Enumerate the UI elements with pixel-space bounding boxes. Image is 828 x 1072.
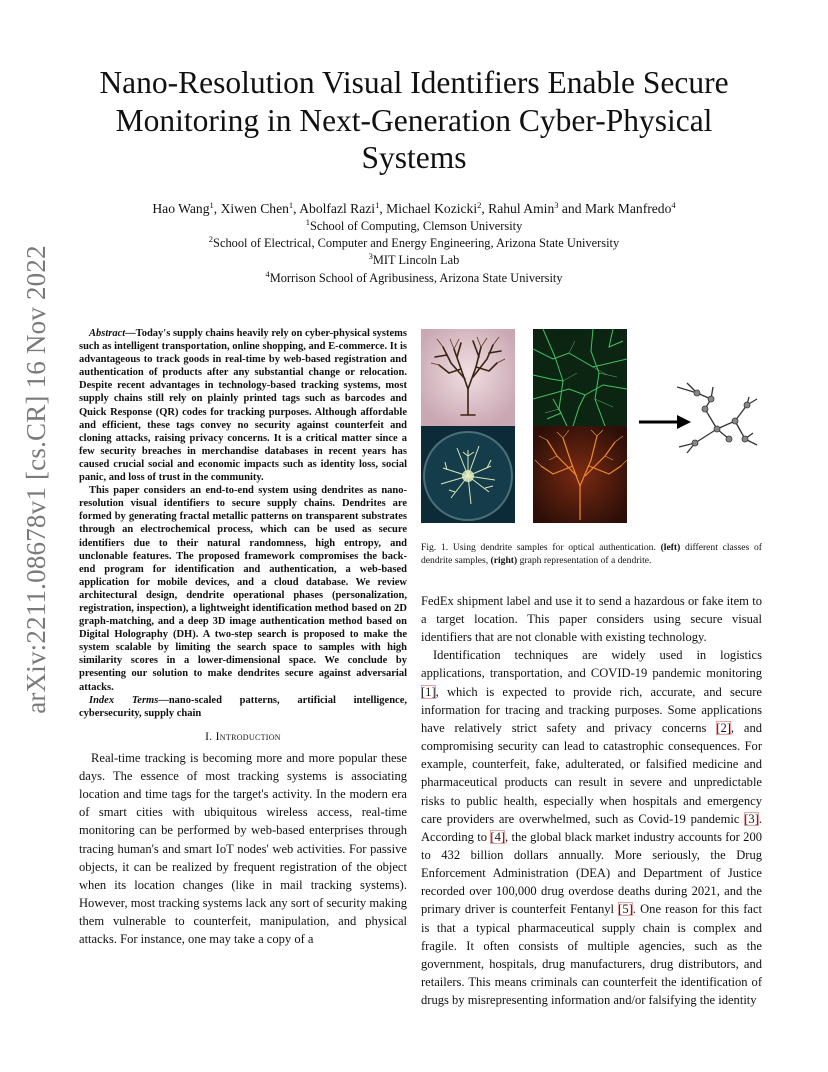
author-affiliation-mark: 3 (554, 200, 559, 210)
right-column (421, 329, 762, 1009)
citation-link[interactable]: [1] (421, 684, 436, 699)
figure-1-caption: Fig. 1. Using dendrite samples for optical authentication. (left) different classes of dendrite samples, (right) graph representation of a dendrite. (421, 542, 762, 567)
dendrite-image-red (533, 426, 627, 523)
body-paragraph: FedEx shipment label and use it to send a hazardous or fake item to a target location. This paper considers using secure visual identifiers that are not clonable with existing technology. (421, 593, 762, 645)
author-affiliation-mark: 4 (671, 200, 676, 210)
affiliation-line: $^3$MIT Lincoln Lab (368, 251, 460, 268)
author-affiliation-mark: 2 (477, 200, 482, 210)
abstract-paragraph-2: This paper considers an end-to-end system using dendrites as nano-resolution visual identifiers to secure supply chains. Dendrites are formed by generating fractal metallic patterns on transparent substrates through an electrochemical process, which can be used as secure identifiers due to their natural randomness, high entropy, and unclonable features. The proposed framework compromises the back-end program for identification and authentication, a web-based application for mobile devices, and a cloud database. We review architectural design, dendrite operational phases (personalization, registration, inspection), a lightweight identification method based on 2D graph-matching, and a deep 3D image authentication method based on Digital Holography (DH). A two-step search is proposed to make the system scalable by limiting the search space to samples with high similarity scores in a lower-dimensional space. We conclude by presenting our solution to make dendrites secure against adversarial attacks. (79, 485, 407, 693)
affiliation-line: $^4$Morrison School of Agribusiness, Arizona State University (265, 268, 563, 285)
index-terms: Index Terms—nano-scaled patterns, artificial intelligence, cybersecurity, supply chain (79, 694, 407, 719)
dendrite-image-radial (421, 426, 515, 523)
author-name: Rahul Amin (488, 201, 555, 216)
arxiv-id: arXiv:2211.08678v1 [cs.CR] 16 Nov 2022 (20, 244, 51, 714)
arxiv-stamp (20, 244, 51, 714)
paper-title: Nano-Resolution Visual Identifiers Enable Secure Monitoring in Next-Generation Cyber-Physical Systems (99, 65, 729, 175)
author-name: Hao Wang (152, 201, 210, 216)
figure-1 (421, 329, 762, 535)
dendrite-graph (677, 377, 765, 477)
body-paragraph: Identification techniques are widely used in logistics applications, transportation, and COVID-19 pandemic monitoring [1], which is expected to provide rich, accurate, and secure information for tracing and tracking purposes. Some applications have relatively strict safety and privacy concerns [2], and compromising security can lead to catastrophic consequences. For example, counterfeit, fake, adulterated, or falsified medicine and pharmaceutical products can result in severe and unpredictable risks to public health, especially when hospitals and emergency care providers are overwhelmed, such as Covid-19 pandemic [3]. According to [4], the global black market industry accounts for 200 to 432 billion dollars annually. More seriously, the Drug Enforcement Administration (DEA) and Department of Justice recorded over 100,000 drug overdose deaths during 2021, and the primary driver is counterfeit Fentanyl [5]. One reason for this fact is that a typical pharmaceutical supply chain is complex and fragile. It often consists of multiple agencies, such as the government, hospitals, drug manufacturers, drug distributors, and retailers. This means criminals can counterfeit the identification of drugs by misrepresenting information and/or falsifying the identity (421, 648, 763, 1008)
affiliation-list (70, 218, 758, 287)
body-paragraph: Real-time tracking is becoming more and more popular these days. The essence of most tracking systems is associating location and time tags for the target's activity. In the modern era of smart cities with ubiquitous wireless access, real-time monitoring can be performed by web-based enterprises through tracing human's and smart IoT nodes' web activities. For passive objects, it can be realized by frequent registration of the object when its location changes (like in mail tracking systems). However, most tracking systems lack any sort of security making them vulnerable to counterfeit, manipulation, and physical attacks. For instance, one may take a copy of a (79, 750, 407, 947)
intro-left-text (79, 749, 407, 949)
abstract-label: Abstract (89, 328, 126, 339)
author-name: Xiwen Chen (220, 201, 289, 216)
dendrite-image-brown (421, 329, 515, 426)
author-name: Michael Kozicki (386, 201, 478, 216)
citation-link[interactable]: [3] (744, 811, 759, 826)
author-list: Hao Wang$^1$, Xiwen Chen$^1$, Abolfazl Razi$^1$, Michael Kozicki$^2$, Rahul Amin$^3$ and Mark Manfredo$^4$ (152, 200, 676, 216)
author-name: Abolfazl Razi (299, 201, 376, 216)
index-terms-label: Index Terms (89, 694, 159, 706)
section-heading: I. Introduction (205, 729, 281, 743)
citation-link[interactable]: [5] (618, 902, 633, 917)
intro-right-text (421, 592, 762, 1010)
abstract-paragraph-1: Abstract—Today's supply chains heavily rely on cyber-physical systems such as intelligent transportation, online shopping, and E-commerce. It is advantageous to track goods in real-time by web-based registration and authentication of products after any substantial change or relocation. Despite recent advantages in technology-based tracking systems, most supply chains still rely on plainly printed tags such as barcodes and Quick Response (QR) codes for tracking purposes. Although affordable and efficient, these tags convey no security against counterfeit and cloning attacks, raising privacy concerns. It is a critical matter since a few security breaches in merchandise databases in recent years has caused crucial social and economic impacts such as identity loss, social panic, and loss of trust in the community. (79, 328, 407, 484)
affiliation-line: $^1$School of Computing, Clemson University (305, 217, 523, 233)
abstract (79, 327, 407, 694)
author-name: Mark Manfredo (584, 201, 672, 216)
citation-link[interactable]: [2] (716, 720, 731, 735)
author-affiliation-mark: 1 (288, 200, 294, 210)
author-affiliation-mark: 1 (209, 200, 214, 210)
citation-link[interactable]: [4] (490, 829, 506, 844)
affiliation-line: $^2$School of Electrical, Computer and Energy Engineering, Arizona State University (208, 234, 620, 251)
author-affiliation-mark: 1 (375, 200, 380, 210)
dendrite-image-green (533, 329, 627, 426)
left-column (79, 327, 407, 949)
